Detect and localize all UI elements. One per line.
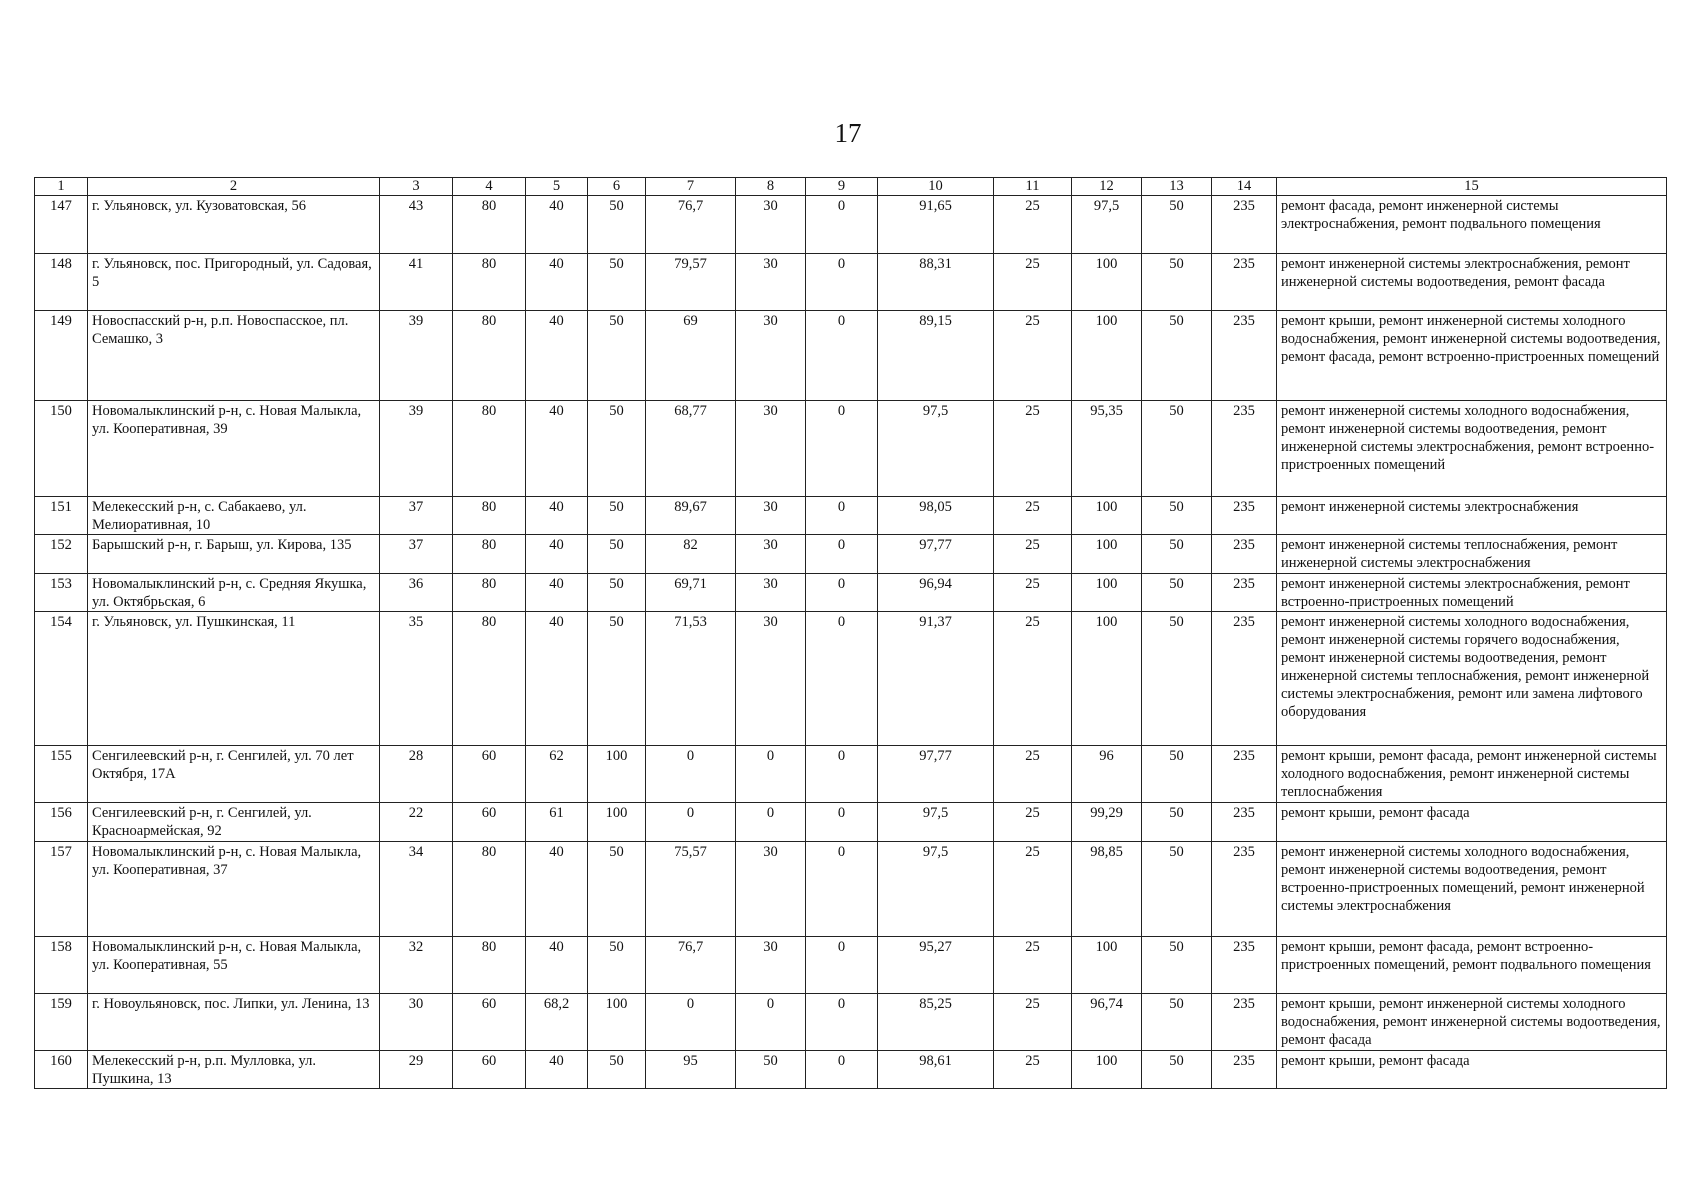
value-cell-col-4: 80 (453, 311, 526, 401)
address-cell: Новомалыклинский р-н, с. Новая Малыкла, ул. Кооперативная, 37 (88, 842, 380, 937)
value-cell-col-7: 76,7 (646, 937, 736, 994)
table-row (35, 196, 1667, 254)
column-header-14: 14 (1212, 178, 1277, 196)
value-cell-col-4: 80 (453, 401, 526, 497)
value-cell-col-14: 235 (1212, 254, 1277, 311)
column-header-6: 6 (588, 178, 646, 196)
table-row (35, 746, 1667, 803)
value-cell-col-14: 235 (1212, 612, 1277, 746)
value-cell-col-7: 0 (646, 746, 736, 803)
value-cell-col-7: 0 (646, 803, 736, 842)
value-cell-col-6: 100 (588, 746, 646, 803)
value-cell-col-13: 50 (1142, 196, 1212, 254)
column-header-5: 5 (526, 178, 588, 196)
value-cell-col-3: 39 (380, 401, 453, 497)
value-cell-col-6: 50 (588, 612, 646, 746)
value-cell-col-7: 75,57 (646, 842, 736, 937)
value-cell-col-12: 100 (1072, 254, 1142, 311)
works-cell: ремонт инженерной системы электроснабжения, ремонт встроенно-пристроенных помещений (1277, 574, 1667, 612)
value-cell-col-13: 50 (1142, 535, 1212, 574)
column-header-12: 12 (1072, 178, 1142, 196)
value-cell-col-10: 96,94 (878, 574, 994, 612)
value-cell-col-6: 100 (588, 803, 646, 842)
works-cell: ремонт крыши, ремонт фасада (1277, 1051, 1667, 1089)
table-row (35, 612, 1667, 746)
table-row (35, 254, 1667, 311)
value-cell-col-11: 25 (994, 1051, 1072, 1089)
column-header-3: 3 (380, 178, 453, 196)
value-cell-col-8: 30 (736, 937, 806, 994)
value-cell-col-14: 235 (1212, 937, 1277, 994)
address-cell: Новомалыклинский р-н, с. Средняя Якушка, ул. Октябрьская, 6 (88, 574, 380, 612)
value-cell-col-14: 235 (1212, 1051, 1277, 1089)
value-cell-col-8: 30 (736, 842, 806, 937)
value-cell-col-9: 0 (806, 937, 878, 994)
value-cell-col-13: 50 (1142, 937, 1212, 994)
address-cell: г. Ульяновск, ул. Пушкинская, 11 (88, 612, 380, 746)
value-cell-col-14: 235 (1212, 842, 1277, 937)
value-cell-col-13: 50 (1142, 254, 1212, 311)
value-cell-col-12: 96 (1072, 746, 1142, 803)
value-cell-col-8: 30 (736, 497, 806, 535)
row-number-cell: 150 (35, 401, 88, 497)
value-cell-col-6: 50 (588, 574, 646, 612)
works-cell: ремонт инженерной системы электроснабжения, ремонт инженерной системы водоотведения, ремонт фасада (1277, 254, 1667, 311)
value-cell-col-12: 95,35 (1072, 401, 1142, 497)
table-row (35, 311, 1667, 401)
value-cell-col-4: 80 (453, 937, 526, 994)
value-cell-col-13: 50 (1142, 1051, 1212, 1089)
column-header-7: 7 (646, 178, 736, 196)
address-cell: г. Ульяновск, пос. Пригородный, ул. Садовая, 5 (88, 254, 380, 311)
value-cell-col-6: 100 (588, 994, 646, 1051)
value-cell-col-5: 40 (526, 196, 588, 254)
header-row (35, 178, 1667, 196)
works-cell: ремонт инженерной системы электроснабжения (1277, 497, 1667, 535)
works-cell: ремонт инженерной системы теплоснабжения, ремонт инженерной системы электроснабжения (1277, 535, 1667, 574)
value-cell-col-8: 30 (736, 254, 806, 311)
row-number-cell: 153 (35, 574, 88, 612)
value-cell-col-11: 25 (994, 937, 1072, 994)
value-cell-col-11: 25 (994, 803, 1072, 842)
row-number-cell: 148 (35, 254, 88, 311)
value-cell-col-14: 235 (1212, 803, 1277, 842)
table-row (35, 1051, 1667, 1089)
value-cell-col-8: 30 (736, 311, 806, 401)
value-cell-col-4: 60 (453, 803, 526, 842)
table-row (35, 803, 1667, 842)
value-cell-col-3: 34 (380, 842, 453, 937)
value-cell-col-14: 235 (1212, 401, 1277, 497)
value-cell-col-10: 85,25 (878, 994, 994, 1051)
value-cell-col-13: 50 (1142, 803, 1212, 842)
page-number: 17 (834, 118, 862, 148)
value-cell-col-6: 50 (588, 535, 646, 574)
row-number-cell: 154 (35, 612, 88, 746)
value-cell-col-5: 40 (526, 401, 588, 497)
value-cell-col-5: 40 (526, 574, 588, 612)
address-cell: Сенгилеевский р-н, г. Сенгилей, ул. 70 лет Октября, 17А (88, 746, 380, 803)
address-cell: Мелекесский р-н, р.п. Мулловка, ул. Пушкина, 13 (88, 1051, 380, 1089)
value-cell-col-10: 98,61 (878, 1051, 994, 1089)
value-cell-col-7: 0 (646, 994, 736, 1051)
value-cell-col-11: 25 (994, 196, 1072, 254)
table-row (35, 937, 1667, 994)
value-cell-col-9: 0 (806, 842, 878, 937)
value-cell-col-12: 100 (1072, 1051, 1142, 1089)
value-cell-col-8: 0 (736, 746, 806, 803)
address-cell: г. Новоульяновск, пос. Липки, ул. Ленина, 13 (88, 994, 380, 1051)
value-cell-col-9: 0 (806, 746, 878, 803)
value-cell-col-8: 30 (736, 401, 806, 497)
value-cell-col-5: 40 (526, 1051, 588, 1089)
value-cell-col-3: 36 (380, 574, 453, 612)
value-cell-col-4: 80 (453, 535, 526, 574)
value-cell-col-12: 100 (1072, 574, 1142, 612)
value-cell-col-11: 25 (994, 254, 1072, 311)
address-cell: г. Ульяновск, ул. Кузоватовская, 56 (88, 196, 380, 254)
value-cell-col-14: 235 (1212, 196, 1277, 254)
address-cell: Барышский р-н, г. Барыш, ул. Кирова, 135 (88, 535, 380, 574)
row-number-cell: 157 (35, 842, 88, 937)
value-cell-col-10: 88,31 (878, 254, 994, 311)
value-cell-col-6: 50 (588, 254, 646, 311)
value-cell-col-3: 30 (380, 994, 453, 1051)
value-cell-col-11: 25 (994, 535, 1072, 574)
value-cell-col-12: 99,29 (1072, 803, 1142, 842)
value-cell-col-11: 25 (994, 612, 1072, 746)
value-cell-col-12: 96,74 (1072, 994, 1142, 1051)
value-cell-col-13: 50 (1142, 746, 1212, 803)
value-cell-col-4: 60 (453, 994, 526, 1051)
value-cell-col-3: 37 (380, 497, 453, 535)
value-cell-col-4: 60 (453, 1051, 526, 1089)
value-cell-col-11: 25 (994, 401, 1072, 497)
works-cell: ремонт крыши, ремонт инженерной системы холодного водоснабжения, ремонт инженерной системы водоотведения, ремонт фасада (1277, 994, 1667, 1051)
value-cell-col-5: 40 (526, 311, 588, 401)
value-cell-col-13: 50 (1142, 401, 1212, 497)
value-cell-col-5: 40 (526, 535, 588, 574)
value-cell-col-6: 50 (588, 1051, 646, 1089)
value-cell-col-3: 28 (380, 746, 453, 803)
column-header-1: 1 (35, 178, 88, 196)
table-body (35, 196, 1667, 1089)
value-cell-col-14: 235 (1212, 497, 1277, 535)
value-cell-col-14: 235 (1212, 574, 1277, 612)
address-cell: Мелекесский р-н, с. Сабакаево, ул. Мелиоративная, 10 (88, 497, 380, 535)
value-cell-col-14: 235 (1212, 311, 1277, 401)
value-cell-col-8: 30 (736, 535, 806, 574)
value-cell-col-4: 60 (453, 746, 526, 803)
value-cell-col-13: 50 (1142, 612, 1212, 746)
value-cell-col-8: 0 (736, 994, 806, 1051)
works-cell: ремонт крыши, ремонт фасада, ремонт встроенно-пристроенных помещений, ремонт подвального помещения (1277, 937, 1667, 994)
value-cell-col-9: 0 (806, 612, 878, 746)
value-cell-col-14: 235 (1212, 535, 1277, 574)
address-cell: Сенгилеевский р-н, г. Сенгилей, ул. Красноармейская, 92 (88, 803, 380, 842)
value-cell-col-10: 97,5 (878, 803, 994, 842)
works-cell: ремонт инженерной системы холодного водоснабжения, ремонт инженерной системы горячего водоснабжения, ремонт инженерной системы водоотведения, ремонт инженерной системы теплоснабжения, ремонт инженерной системы электроснабжения, ремонт или замена лифтового оборудования (1277, 612, 1667, 746)
value-cell-col-4: 80 (453, 842, 526, 937)
row-number-cell: 147 (35, 196, 88, 254)
row-number-cell: 160 (35, 1051, 88, 1089)
value-cell-col-10: 97,77 (878, 535, 994, 574)
address-cell: Новоспасский р-н, р.п. Новоспасское, пл. Семашко, 3 (88, 311, 380, 401)
value-cell-col-8: 0 (736, 803, 806, 842)
value-cell-col-11: 25 (994, 994, 1072, 1051)
value-cell-col-9: 0 (806, 994, 878, 1051)
works-cell: ремонт инженерной системы холодного водоснабжения, ремонт инженерной системы водоотведения, ремонт встроенно-пристроенных помещений, ремонт инженерной системы электроснабжения (1277, 842, 1667, 937)
table-row (35, 842, 1667, 937)
value-cell-col-13: 50 (1142, 994, 1212, 1051)
value-cell-col-13: 50 (1142, 311, 1212, 401)
value-cell-col-7: 79,57 (646, 254, 736, 311)
value-cell-col-12: 100 (1072, 612, 1142, 746)
value-cell-col-14: 235 (1212, 746, 1277, 803)
value-cell-col-7: 69,71 (646, 574, 736, 612)
value-cell-col-7: 68,77 (646, 401, 736, 497)
value-cell-col-7: 82 (646, 535, 736, 574)
value-cell-col-14: 235 (1212, 994, 1277, 1051)
column-header-2: 2 (88, 178, 380, 196)
value-cell-col-5: 40 (526, 842, 588, 937)
column-header-11: 11 (994, 178, 1072, 196)
value-cell-col-13: 50 (1142, 574, 1212, 612)
table-row (35, 401, 1667, 497)
value-cell-col-8: 30 (736, 612, 806, 746)
value-cell-col-11: 25 (994, 746, 1072, 803)
value-cell-col-5: 62 (526, 746, 588, 803)
value-cell-col-9: 0 (806, 401, 878, 497)
value-cell-col-11: 25 (994, 311, 1072, 401)
value-cell-col-4: 80 (453, 254, 526, 311)
value-cell-col-6: 50 (588, 497, 646, 535)
value-cell-col-5: 61 (526, 803, 588, 842)
row-number-cell: 151 (35, 497, 88, 535)
row-number-cell: 156 (35, 803, 88, 842)
value-cell-col-11: 25 (994, 497, 1072, 535)
value-cell-col-10: 97,5 (878, 842, 994, 937)
value-cell-col-3: 32 (380, 937, 453, 994)
value-cell-col-10: 95,27 (878, 937, 994, 994)
value-cell-col-4: 80 (453, 196, 526, 254)
column-header-8: 8 (736, 178, 806, 196)
value-cell-col-3: 35 (380, 612, 453, 746)
value-cell-col-5: 40 (526, 612, 588, 746)
column-header-9: 9 (806, 178, 878, 196)
value-cell-col-6: 50 (588, 196, 646, 254)
value-cell-col-3: 43 (380, 196, 453, 254)
value-cell-col-9: 0 (806, 803, 878, 842)
column-header-13: 13 (1142, 178, 1212, 196)
value-cell-col-6: 50 (588, 842, 646, 937)
value-cell-col-4: 80 (453, 574, 526, 612)
value-cell-col-11: 25 (994, 842, 1072, 937)
works-cell: ремонт фасада, ремонт инженерной системы электроснабжения, ремонт подвального помещения (1277, 196, 1667, 254)
value-cell-col-10: 98,05 (878, 497, 994, 535)
works-cell: ремонт крыши, ремонт фасада (1277, 803, 1667, 842)
table-row (35, 994, 1667, 1051)
value-cell-col-7: 89,67 (646, 497, 736, 535)
value-cell-col-12: 100 (1072, 535, 1142, 574)
value-cell-col-6: 50 (588, 311, 646, 401)
works-cell: ремонт инженерной системы холодного водоснабжения, ремонт инженерной системы водоотведения, ремонт инженерной системы электроснабжения, ремонт встроенно-пристроенных помещений (1277, 401, 1667, 497)
value-cell-col-7: 71,53 (646, 612, 736, 746)
value-cell-col-6: 50 (588, 937, 646, 994)
value-cell-col-13: 50 (1142, 842, 1212, 937)
value-cell-col-8: 30 (736, 196, 806, 254)
value-cell-col-6: 50 (588, 401, 646, 497)
value-cell-col-10: 97,5 (878, 401, 994, 497)
value-cell-col-9: 0 (806, 497, 878, 535)
value-cell-col-12: 98,85 (1072, 842, 1142, 937)
works-cell: ремонт крыши, ремонт инженерной системы холодного водоснабжения, ремонт инженерной системы водоотведения, ремонт фасада, ремонт встроенно-пристроенных помещений (1277, 311, 1667, 401)
value-cell-col-5: 40 (526, 254, 588, 311)
value-cell-col-5: 68,2 (526, 994, 588, 1051)
works-cell: ремонт крыши, ремонт фасада, ремонт инженерной системы холодного водоснабжения, ремонт инженерной системы теплоснабжения (1277, 746, 1667, 803)
value-cell-col-3: 22 (380, 803, 453, 842)
row-number-cell: 158 (35, 937, 88, 994)
value-cell-col-10: 91,37 (878, 612, 994, 746)
value-cell-col-5: 40 (526, 937, 588, 994)
row-number-cell: 155 (35, 746, 88, 803)
table-row (35, 574, 1667, 612)
value-cell-col-5: 40 (526, 497, 588, 535)
value-cell-col-10: 91,65 (878, 196, 994, 254)
value-cell-col-3: 41 (380, 254, 453, 311)
repair-program-table (34, 177, 1667, 1089)
value-cell-col-9: 0 (806, 1051, 878, 1089)
value-cell-col-9: 0 (806, 574, 878, 612)
value-cell-col-9: 0 (806, 196, 878, 254)
value-cell-col-12: 100 (1072, 311, 1142, 401)
value-cell-col-10: 97,77 (878, 746, 994, 803)
value-cell-col-3: 39 (380, 311, 453, 401)
column-header-4: 4 (453, 178, 526, 196)
table-row (35, 497, 1667, 535)
value-cell-col-7: 69 (646, 311, 736, 401)
value-cell-col-8: 30 (736, 574, 806, 612)
value-cell-col-9: 0 (806, 311, 878, 401)
value-cell-col-11: 25 (994, 574, 1072, 612)
value-cell-col-9: 0 (806, 535, 878, 574)
value-cell-col-7: 76,7 (646, 196, 736, 254)
value-cell-col-9: 0 (806, 254, 878, 311)
value-cell-col-13: 50 (1142, 497, 1212, 535)
row-number-cell: 159 (35, 994, 88, 1051)
column-header-15: 15 (1277, 178, 1667, 196)
value-cell-col-4: 80 (453, 612, 526, 746)
value-cell-col-8: 50 (736, 1051, 806, 1089)
row-number-cell: 149 (35, 311, 88, 401)
value-cell-col-3: 37 (380, 535, 453, 574)
address-cell: Новомалыклинский р-н, с. Новая Малыкла, ул. Кооперативная, 55 (88, 937, 380, 994)
row-number-cell: 152 (35, 535, 88, 574)
table-row (35, 535, 1667, 574)
value-cell-col-7: 95 (646, 1051, 736, 1089)
value-cell-col-10: 89,15 (878, 311, 994, 401)
value-cell-col-3: 29 (380, 1051, 453, 1089)
value-cell-col-12: 100 (1072, 937, 1142, 994)
value-cell-col-12: 100 (1072, 497, 1142, 535)
address-cell: Новомалыклинский р-н, с. Новая Малыкла, ул. Кооперативная, 39 (88, 401, 380, 497)
column-header-10: 10 (878, 178, 994, 196)
value-cell-col-12: 97,5 (1072, 196, 1142, 254)
value-cell-col-4: 80 (453, 497, 526, 535)
